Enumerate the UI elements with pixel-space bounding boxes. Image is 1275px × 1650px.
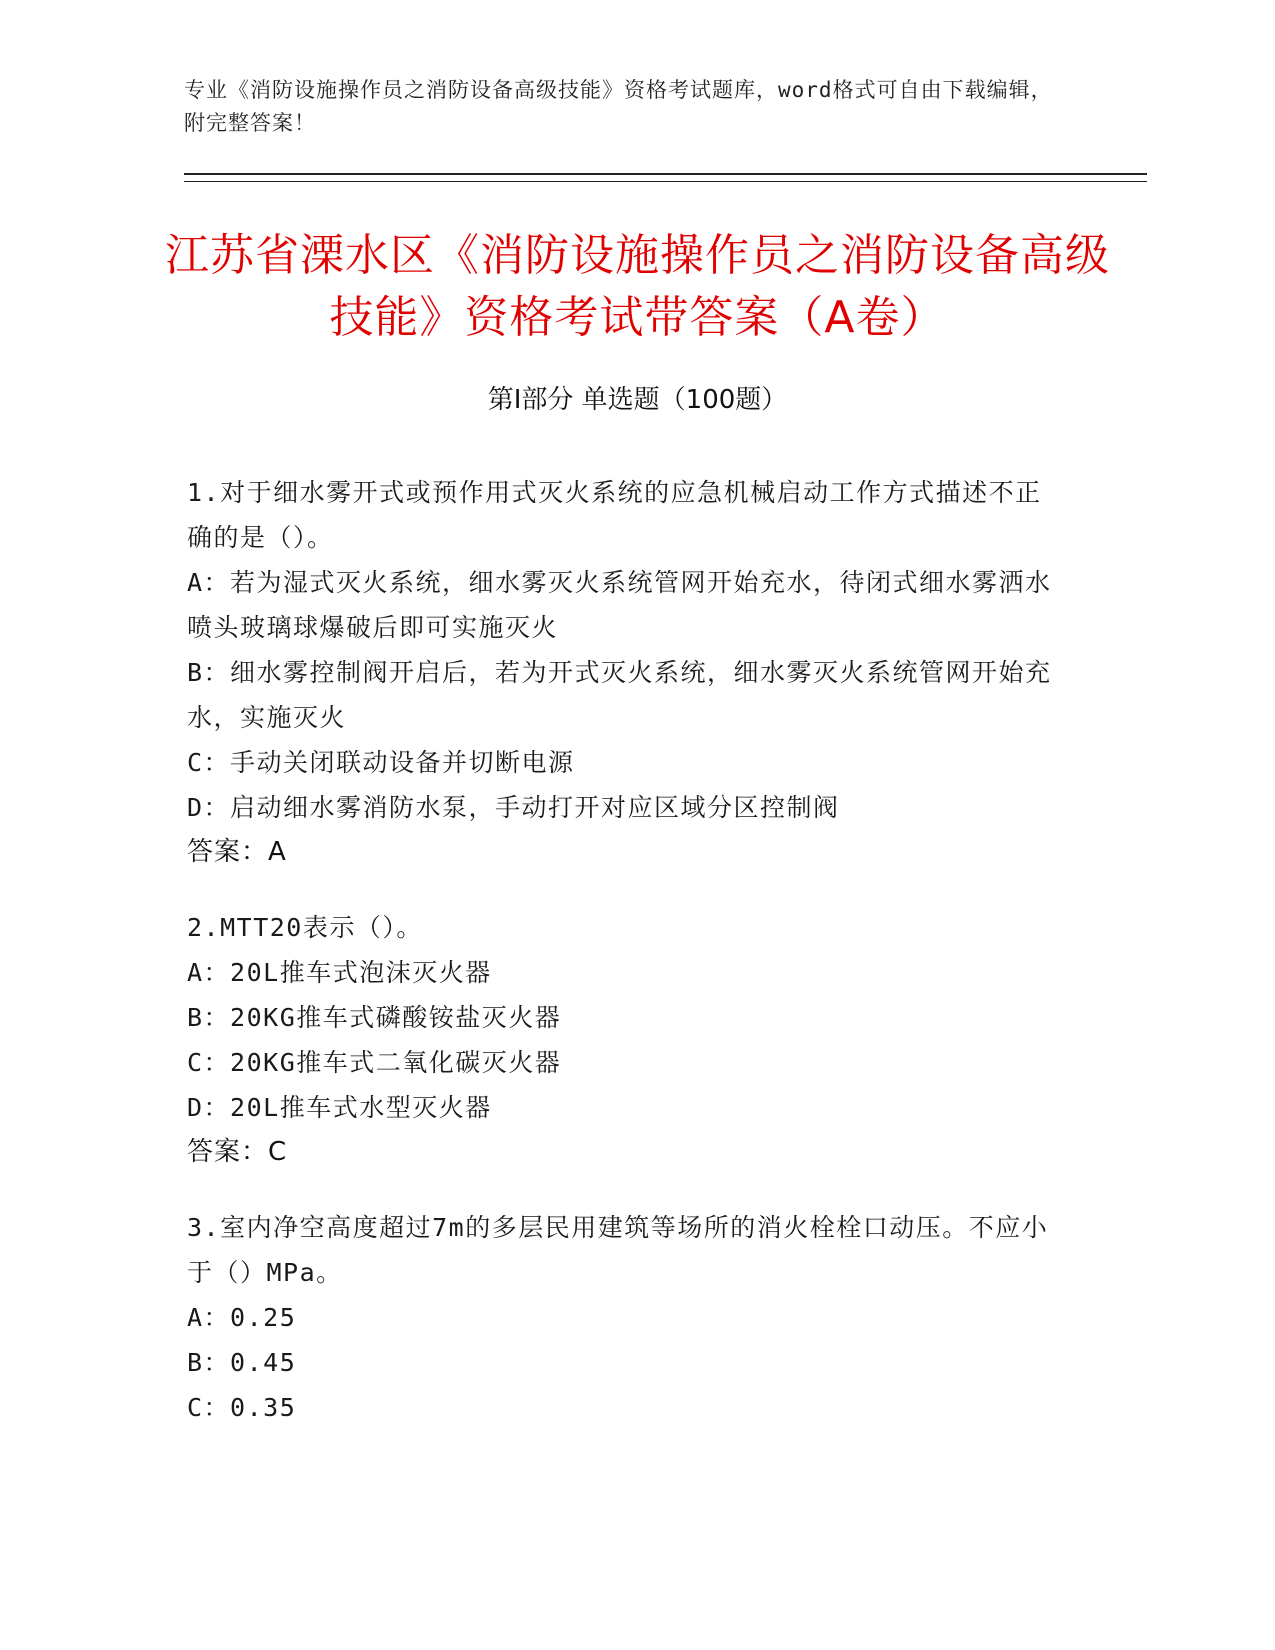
- question-option: D：启动细水雾消防水泵，手动打开对应区域分区控制阀: [187, 793, 840, 822]
- question-item: [187, 1205, 1067, 1430]
- question-option: C：0.35: [187, 1393, 297, 1422]
- question-option: C：手动关闭联动设备并切断电源: [187, 748, 575, 777]
- question-stem: 3.室内净空高度超过7m的多层民用建筑等场所的消火栓栓口动压。不应小于（）MPa。: [187, 1213, 1049, 1287]
- question-answer: 答案：A: [187, 837, 287, 867]
- question-option: B：细水雾控制阀开启后，若为开式灭火系统，细水雾灭火系统管网开始充水，实施灭火: [187, 658, 1052, 732]
- document-title: 江苏省溧水区《消防设施操作员之消防设备高级技能》资格考试带答案（A卷）: [165, 230, 1110, 343]
- question-list: [187, 470, 1067, 1460]
- header-note: 专业《消防设施操作员之消防设备高级技能》资格考试题库，word格式可自由下载编辑，附完整答案！: [184, 78, 1053, 135]
- question-option: D：20L推车式水型灭火器: [187, 1093, 492, 1122]
- question-option: C：20KG推车式二氧化碳灭火器: [187, 1048, 562, 1077]
- question-option: A：0.25: [187, 1303, 297, 1332]
- question-answer: 答案：C: [187, 1137, 288, 1167]
- question-option: A：20L推车式泡沫灭火器: [187, 958, 492, 987]
- header-rule-thick: [184, 173, 1147, 175]
- question-item: [187, 470, 1067, 875]
- question-option: B：20KG推车式磷酸铵盐灭火器: [187, 1003, 562, 1032]
- header-rule-thin: [184, 181, 1147, 182]
- question-stem: 1.对于细水雾开式或预作用式灭火系统的应急机械启动工作方式描述不正确的是（）。: [187, 478, 1042, 552]
- question-option: A：若为湿式灭火系统，细水雾灭火系统管网开始充水，待闭式细水雾洒水喷头玻璃球爆破后即可实施灭火: [187, 568, 1052, 642]
- question-item: [187, 905, 1067, 1175]
- question-stem: 2.MTT20表示（）。: [187, 913, 423, 942]
- question-option: B：0.45: [187, 1348, 297, 1377]
- section-heading: 第Ⅰ部分 单选题（100题）: [487, 385, 788, 415]
